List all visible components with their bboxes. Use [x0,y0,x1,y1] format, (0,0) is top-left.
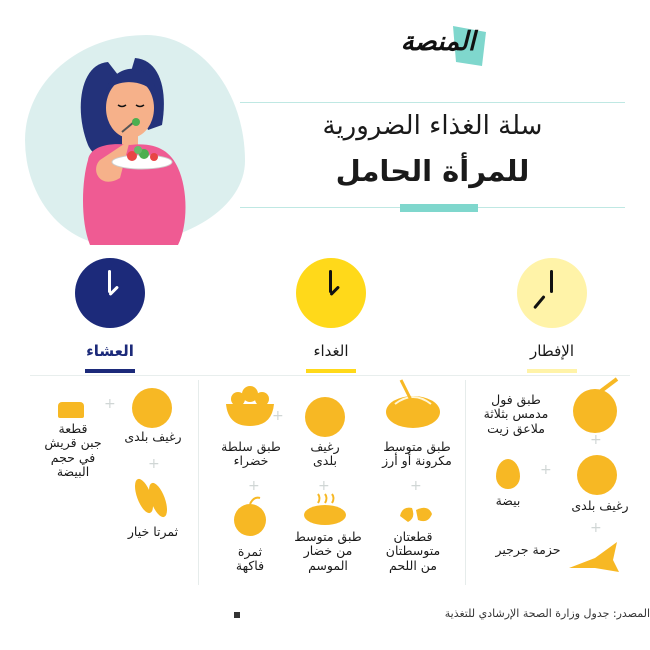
plus-icon: + [318,478,330,494]
breakfast-label: الإفطار [529,342,574,360]
plus-icon: + [148,456,160,472]
breakfast-bread-icon [577,455,617,495]
plus-icon: + [540,462,552,478]
cucumbers-icon [128,476,174,522]
page-title-line1: سلة الغذاء الضرورية [322,111,543,141]
dinner-clock-icon [75,258,145,328]
lunch-bread-text: رغيف بلدى [310,439,340,469]
lunch-pasta-text: طبق متوسط مكرونة أو أرز [382,439,452,469]
lunch-clock-icon [296,258,366,328]
egg-icon [496,459,520,489]
dinner-bread-icon [132,388,172,428]
lunch-meat-text: قطعتان متوسطتان من اللحم [385,529,441,573]
breakfast-clock-icon [517,258,587,328]
dinner-label: العشاء [86,342,134,360]
breakfast-arugula-text: حزمة جرجير [495,542,561,557]
cheese-icon [58,402,84,418]
arugula-bunch-icon [565,538,621,576]
meat-pieces-icon [398,502,434,526]
meals-header-rule [30,375,630,376]
lunch-bread-icon [305,397,345,437]
foul-bowl-icon [565,377,627,435]
plus-icon: + [104,396,116,412]
breakfast-foul-text: طبق فول مدمس بثلاثة ملاعق زيت [483,392,549,436]
plus-icon: + [590,520,602,536]
salad-bowl-icon [222,384,278,428]
plus-icon: + [590,432,602,448]
dinner-cucumber-text: ثمرتا خيار [127,524,179,539]
pasta-plate-icon [383,378,443,430]
plus-icon: + [248,478,260,494]
lunch-underline [306,369,356,373]
breakfast-bread-text: رغيف بلدى [571,498,629,513]
fruit-icon [232,496,268,538]
title-top-rule [240,102,625,103]
breakfast-underline [527,369,577,373]
vegetable-dish-icon [302,493,348,527]
dinner-underline [85,369,135,373]
column-divider-left [198,380,199,585]
source-bullet [234,612,240,618]
breakfast-egg-text: بيضة [495,493,521,508]
pregnant-woman-eating-illustration [60,50,210,245]
source-note: المصدر: جدول وزارة الصحة الإرشادي للتغذية [444,607,650,620]
plus-icon: + [410,478,422,494]
lunch-salad-text: طبق سلطة خضراء [221,439,281,469]
brand-logo-text: المنصة [400,27,476,57]
dinner-bread-text: رغيف بلدى [124,429,182,444]
title-accent-bar [400,204,478,212]
plus-icon: + [272,408,284,424]
page-title-line2: للمرأة الحامل [335,154,530,188]
dinner-cheese-text: قطعة جبن قريش في حجم البيضة [44,421,102,480]
column-divider-right [465,380,466,585]
lunch-veg-text: طبق متوسط من خضار الموسم [294,529,362,573]
lunch-fruit-text: ثمرة فاكهة [235,544,265,574]
lunch-label: الغداء [313,342,349,360]
